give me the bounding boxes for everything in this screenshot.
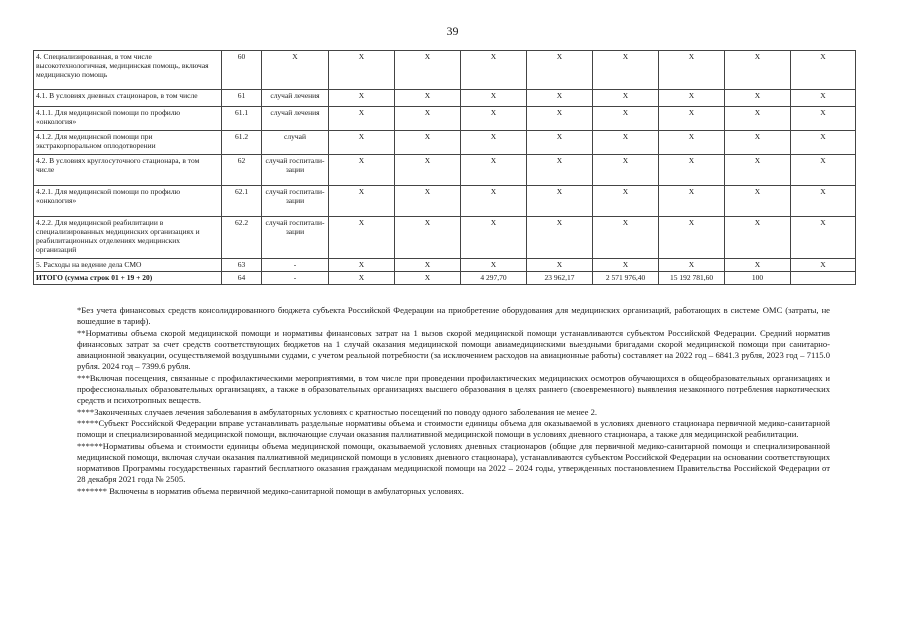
value-cell: X <box>725 107 791 131</box>
value-cell: X <box>725 155 791 186</box>
total-row <box>34 272 856 285</box>
unit-cell: случай лечения <box>262 90 329 107</box>
row-code: 62.1 <box>222 186 262 217</box>
value-cell: X <box>329 90 395 107</box>
value-cell: X <box>659 90 725 107</box>
value-cell: X <box>461 90 527 107</box>
value-cell: X <box>791 217 856 259</box>
value-cell: X <box>461 259 527 272</box>
value-cell: X <box>329 186 395 217</box>
value-cell: X <box>791 155 856 186</box>
value-cell: X <box>593 259 659 272</box>
value-cell: X <box>527 217 593 259</box>
value-cell: 15 192 781,60 <box>659 272 725 285</box>
value-cell: X <box>593 155 659 186</box>
value-cell: X <box>395 259 461 272</box>
value-cell: X <box>593 131 659 155</box>
row-label: 4.2.2. Для медицинской реабилитации в специализированных медицинских организациях и реабилитационных отделениях медицинских организаций <box>34 217 222 259</box>
footnotes <box>77 305 830 497</box>
value-cell: 2 571 976,40 <box>593 272 659 285</box>
value-cell: X <box>395 217 461 259</box>
row-code: 64 <box>222 272 262 285</box>
table-row <box>34 155 856 186</box>
footnote: ******Нормативы объема и стоимости единицы объема медицинской помощи, оказываемой условиях дневных стационаров (общие для первичной медико-санитарной помощи и специализированной медицинской помощи, включая случаи оказания паллиативной медицинской помощи в условиях дневного стационара), устанавливаются субъектом Российской Федерации на основании соответствующих нормативов Программы государственных гарантий бесплатного оказания гражданам медицинской помощи на 2022 – 2024 годы, утвержденных постановлением Правительства Российской Федерации от 28 декабря 2021 года № 2505. <box>77 440 830 485</box>
footnote: **Нормативы объема скорой медицинской помощи и нормативы финансовых затрат на 1 вызов скорой медицинской помощи устанавливаются субъектом Российской Федерации. Средний норматив финансовых затрат за счет средств соответствующих бюджетов на 1 случай оказания медицинской помощи авиамедицинскими выездными бригадами скорой медицинской помощи при санитарно-авиационной эвакуации, осуществляемой воздушными судами, с учетом реальной потребности (за исключением расходов на авиационные работы) составляет на 2022 год – 6841.3 рубля, 2023 год – 7115.0 рубля. 2024 год – 7399.6 рубля. <box>77 327 830 372</box>
value-cell <box>791 272 856 285</box>
unit-cell: случай лечения <box>262 107 329 131</box>
table-row <box>34 131 856 155</box>
value-cell: X <box>593 217 659 259</box>
unit-cell: - <box>262 259 329 272</box>
row-code: 60 <box>222 51 262 90</box>
row-label: 4.1.2. Для медицинской помощи при экстракорпоральном оплодотворении <box>34 131 222 155</box>
value-cell: X <box>725 131 791 155</box>
value-cell: X <box>725 186 791 217</box>
value-cell: X <box>395 186 461 217</box>
value-cell: X <box>791 186 856 217</box>
row-label: 4.2. В условиях круглосуточного стационара, в том числе <box>34 155 222 186</box>
row-code: 61.1 <box>222 107 262 131</box>
value-cell: X <box>791 259 856 272</box>
value-cell: X <box>395 107 461 131</box>
table-row <box>34 90 856 107</box>
value-cell: X <box>395 272 461 285</box>
footnote: *Без учета финансовых средств консолидированного бюджета субъекта Российской Федерации на приобретение оборудования для медицинских организаций, работающих в системе ОМС (затраты, не вошедшие в тариф). <box>77 305 830 327</box>
footnote: ******* Включены в норматив объема первичной медико-санитарной помощи в амбулаторных условиях. <box>77 485 464 496</box>
value-cell: X <box>659 51 725 90</box>
value-cell: X <box>329 155 395 186</box>
value-cell: X <box>725 51 791 90</box>
unit-cell: X <box>262 51 329 90</box>
table-row <box>34 259 856 272</box>
value-cell: X <box>461 107 527 131</box>
value-cell: X <box>329 107 395 131</box>
norms-table <box>33 50 856 285</box>
unit-cell: случай госпитали-зации <box>262 155 329 186</box>
value-cell: X <box>527 259 593 272</box>
value-cell: 100 <box>725 272 791 285</box>
value-cell: X <box>791 107 856 131</box>
value-cell: X <box>527 90 593 107</box>
value-cell: 23 962,17 <box>527 272 593 285</box>
value-cell: X <box>527 107 593 131</box>
value-cell: X <box>461 186 527 217</box>
value-cell: X <box>659 186 725 217</box>
value-cell: X <box>329 217 395 259</box>
row-label: 4.1. В условиях дневных стационаров, в том числе <box>34 90 222 107</box>
unit-cell: случай госпитали-зации <box>262 217 329 259</box>
value-cell: X <box>329 272 395 285</box>
value-cell: X <box>461 51 527 90</box>
value-cell: X <box>395 51 461 90</box>
value-cell: X <box>593 51 659 90</box>
footnote: ***Включая посещения, связанные с профилактическими мероприятиями, в том числе при проведении профилактических медицинских осмотров обучающихся в общеобразовательных организациях и профессиональных образовательных организациях, а также в образовательных организациях высшего образования в целях раннего (своевременного) выявления незаконного потребления наркотических средств и психотропных веществ. <box>77 372 830 406</box>
value-cell: X <box>659 155 725 186</box>
table-row <box>34 186 856 217</box>
value-cell: X <box>461 131 527 155</box>
row-label: ИТОГО (сумма строк 01 + 19 + 20) <box>34 272 222 285</box>
footnote: ****Законченных случаев лечения заболевания в амбулаторных условиях с кратностью посещений по поводу одного заболевания не менее 2. <box>77 406 598 417</box>
unit-cell: случай <box>262 131 329 155</box>
value-cell: X <box>659 259 725 272</box>
value-cell: X <box>725 259 791 272</box>
row-code: 62.2 <box>222 217 262 259</box>
footnote: *****Субъект Российской Федерации вправе устанавливать раздельные нормативы объема и стоимости единицы объема для оказываемой в условиях дневного стационара первичной медико-санитарной помощи и специализированной медицинской помощи, включающие случаи оказания паллиативной медицинской помощи в условиях дневного стационара, а также для медицинской реабилитации. <box>77 417 830 440</box>
row-code: 62 <box>222 155 262 186</box>
row-label: 4. Специализированная, в том числе высокотехнологичная, медицинская помощь, включая медицинскую помощь <box>34 51 222 90</box>
value-cell: X <box>329 131 395 155</box>
value-cell: X <box>725 90 791 107</box>
row-code: 63 <box>222 259 262 272</box>
row-label: 5. Расходы на ведение дела СМО <box>34 259 222 272</box>
table-row <box>34 217 856 259</box>
page-number: 39 <box>446 24 459 38</box>
unit-cell: случай госпитали-зации <box>262 186 329 217</box>
value-cell: X <box>593 186 659 217</box>
value-cell: X <box>527 186 593 217</box>
row-code: 61.2 <box>222 131 262 155</box>
table-row <box>34 107 856 131</box>
row-label: 4.1.1. Для медицинской помощи по профилю «онкология» <box>34 107 222 131</box>
value-cell: X <box>659 107 725 131</box>
value-cell: X <box>395 155 461 186</box>
value-cell: X <box>527 51 593 90</box>
value-cell: X <box>659 217 725 259</box>
value-cell: X <box>395 131 461 155</box>
table-row <box>34 51 856 90</box>
value-cell: X <box>593 90 659 107</box>
value-cell: X <box>461 155 527 186</box>
value-cell: 4 297,70 <box>461 272 527 285</box>
row-code: 61 <box>222 90 262 107</box>
value-cell: X <box>791 51 856 90</box>
value-cell: X <box>329 51 395 90</box>
value-cell: X <box>791 131 856 155</box>
value-cell: X <box>725 217 791 259</box>
value-cell: X <box>527 131 593 155</box>
value-cell: X <box>329 259 395 272</box>
value-cell: X <box>659 131 725 155</box>
value-cell: X <box>395 90 461 107</box>
value-cell: X <box>791 90 856 107</box>
value-cell: X <box>461 217 527 259</box>
value-cell: X <box>527 155 593 186</box>
row-label: 4.2.1. Для медицинской помощи по профилю «онкология» <box>34 186 222 217</box>
value-cell: X <box>593 107 659 131</box>
unit-cell: - <box>262 272 329 285</box>
